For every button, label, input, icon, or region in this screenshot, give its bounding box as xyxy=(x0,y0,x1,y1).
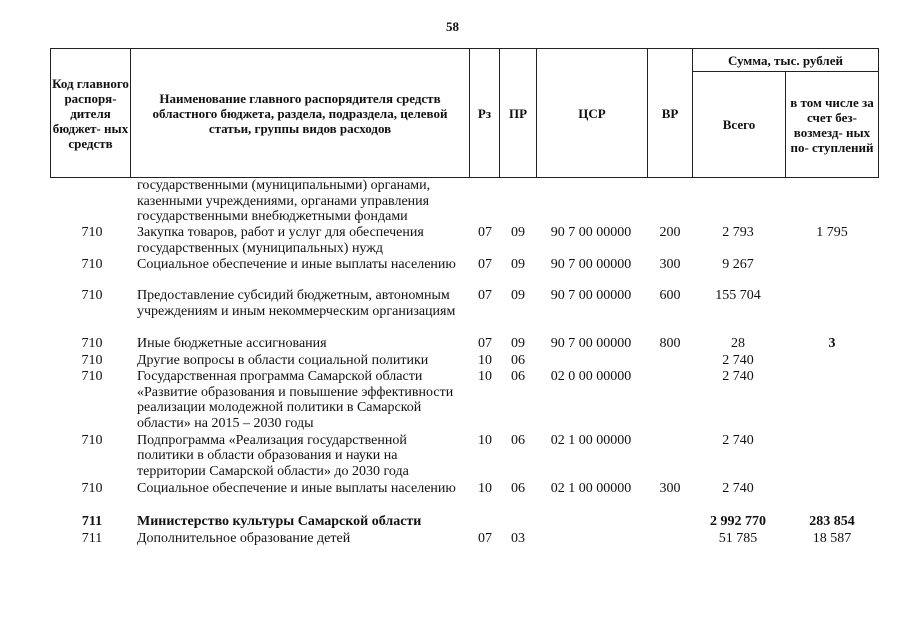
name-cell: Дополнительное образование детей xyxy=(137,530,351,546)
total-cell: 2 793 xyxy=(722,225,754,240)
pr-cell: 09 xyxy=(511,336,525,351)
header-sum-group: Сумма, тыс. рублей xyxy=(692,48,879,72)
total-cell: 155 704 xyxy=(715,288,761,303)
free-cell: 3 xyxy=(828,336,836,351)
kod-cell: 710 xyxy=(81,352,103,368)
name-cell: государственными (муниципальными) органами, казенными учреждениями, органами управления государственными внебюджетными фондами xyxy=(137,178,431,224)
csr-cell: 02 1 00 00000 xyxy=(550,480,632,496)
pr-cell: 06 xyxy=(511,352,525,368)
kod-cell: 710 xyxy=(81,432,103,448)
name-cell: Министерство культуры Самарской области xyxy=(137,514,422,529)
table-row xyxy=(0,178,905,225)
vr-cell: 600 xyxy=(659,288,681,303)
name-cell: Закупка товаров, работ и услуг для обеспечения государственных (муниципальных) нужд xyxy=(137,225,424,256)
table-row xyxy=(0,225,905,257)
kod-cell: 710 xyxy=(81,256,103,272)
rz-cell: 07 xyxy=(478,336,492,351)
header-free: в том числе за счет без- возмезд- ных по- ступлений xyxy=(785,71,879,178)
csr-cell: 02 1 00 00000 xyxy=(550,432,632,448)
page-number: 58 xyxy=(446,19,459,34)
rz-cell: 07 xyxy=(478,256,492,272)
table-row xyxy=(0,336,905,353)
header-name: Наименование главного распорядителя средств областного бюджета, раздела, подраздела, целевой статьи, группы видов расходов xyxy=(130,48,470,178)
name-cell: Подпрограмма «Реализация государственной политики в области образования и науки на территории Самарской области» до 2030 года xyxy=(137,432,409,479)
pr-cell: 03 xyxy=(511,530,525,546)
name-cell: Государственная программа Самарской области «Развитие образования и повышение эффективности реализации молодежной политики в Самарской области» на 2015 – 2030 годы xyxy=(137,369,454,431)
vr-cell: 300 xyxy=(659,256,681,272)
name-cell: Предоставление субсидий бюджетным, автономным учреждениям и иным некоммерческим организациям xyxy=(137,288,456,319)
table-row xyxy=(0,257,905,289)
table-row xyxy=(0,433,905,481)
header-csr: ЦСР xyxy=(536,48,648,178)
name-cell: Социальное обеспечение и иные выплаты населению xyxy=(137,256,456,272)
vr-cell: 300 xyxy=(659,480,681,496)
total-cell: 28 xyxy=(731,336,745,351)
header-vr: ВР xyxy=(647,48,693,178)
rz-cell: 10 xyxy=(478,369,492,384)
total-cell: 2 740 xyxy=(722,352,754,368)
total-cell: 9 267 xyxy=(722,256,754,272)
rz-cell: 10 xyxy=(478,352,492,368)
header-pr: ПР xyxy=(499,48,537,178)
kod-cell: 710 xyxy=(81,480,103,496)
name-cell: Другие вопросы в области социальной политики xyxy=(137,352,429,368)
pr-cell: 06 xyxy=(511,369,525,384)
kod-cell: 711 xyxy=(81,514,103,529)
kod-cell: 710 xyxy=(81,369,103,384)
pr-cell: 09 xyxy=(511,225,525,240)
table-row xyxy=(0,288,905,336)
pr-cell: 09 xyxy=(511,256,525,272)
csr-cell: 90 7 00 00000 xyxy=(550,288,632,303)
kod-cell: 711 xyxy=(81,530,103,546)
table-body xyxy=(0,178,905,546)
name-cell: Иные бюджетные ассигнования xyxy=(137,336,327,351)
total-cell: 2 740 xyxy=(722,432,754,448)
rz-cell: 07 xyxy=(478,225,492,240)
header-kod: Код главного распоря- дителя бюджет- ных средств xyxy=(50,48,131,178)
rz-cell: 10 xyxy=(478,480,492,496)
total-cell: 2 992 770 xyxy=(710,514,766,529)
pr-cell: 06 xyxy=(511,432,525,448)
kod-cell: 710 xyxy=(81,288,103,303)
free-cell: 18 587 xyxy=(812,530,852,546)
table-row xyxy=(0,514,905,531)
vr-cell: 800 xyxy=(659,336,681,351)
rz-cell: 10 xyxy=(478,432,492,448)
table-row xyxy=(0,481,905,515)
name-cell: Социальное обеспечение и иные выплаты населению xyxy=(137,480,456,496)
csr-cell: 90 7 00 00000 xyxy=(550,336,632,351)
total-cell: 2 740 xyxy=(722,369,754,384)
table-row xyxy=(0,369,905,433)
kod-cell: 710 xyxy=(81,225,103,240)
free-cell: 1 795 xyxy=(816,225,848,240)
kod-cell: 710 xyxy=(81,336,103,351)
rz-cell: 07 xyxy=(478,530,492,546)
csr-cell: 02 0 00 00000 xyxy=(550,369,632,384)
pr-cell: 06 xyxy=(511,480,525,496)
header-total: Всего xyxy=(692,71,786,178)
header-rz: Рз xyxy=(469,48,500,178)
table-row xyxy=(0,531,905,547)
total-cell: 2 740 xyxy=(722,480,754,496)
table-row xyxy=(0,353,905,370)
csr-cell: 90 7 00 00000 xyxy=(550,256,632,272)
vr-cell: 200 xyxy=(659,225,681,240)
total-cell: 51 785 xyxy=(718,530,758,546)
rz-cell: 07 xyxy=(478,288,492,303)
csr-cell: 90 7 00 00000 xyxy=(550,225,632,240)
pr-cell: 09 xyxy=(511,288,525,303)
free-cell: 283 854 xyxy=(809,514,855,529)
